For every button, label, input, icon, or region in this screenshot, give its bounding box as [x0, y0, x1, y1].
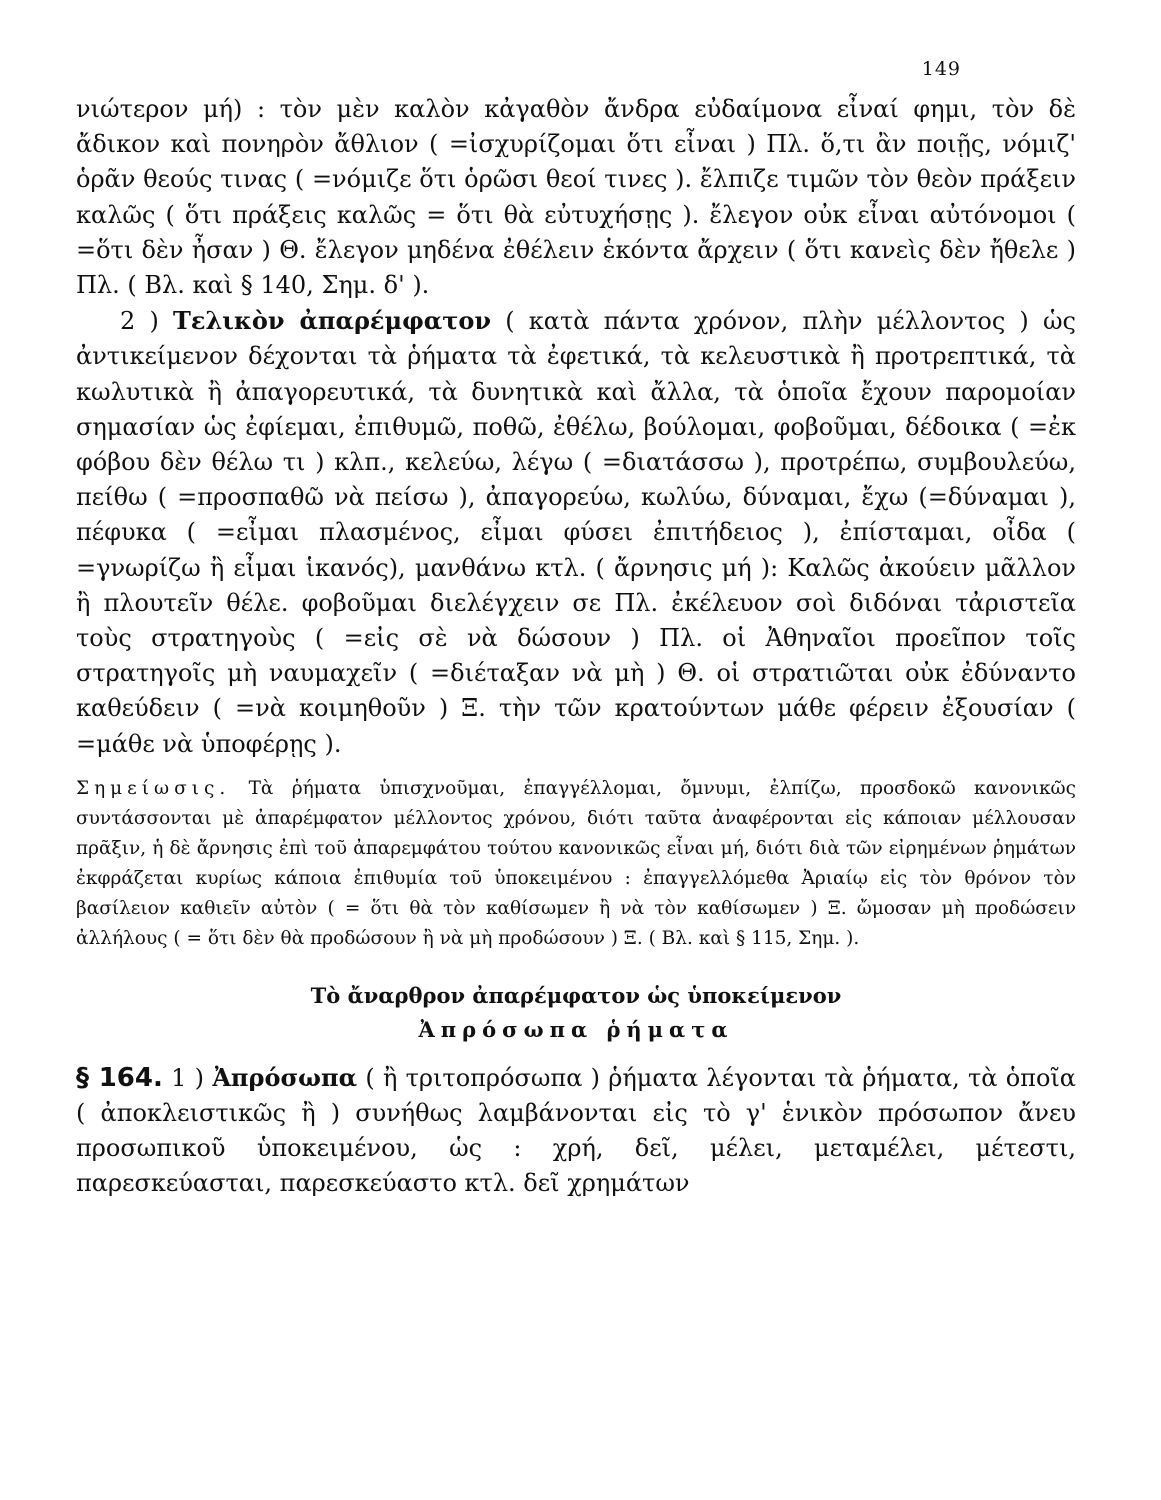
paragraph-number: 2 ) — [120, 307, 159, 336]
section-164 — [76, 1060, 1076, 1202]
section-lead-term: Ἀπρόσωπα — [212, 1062, 358, 1092]
paragraph-examples: νιώτερον μή) : τὸν μὲν καλὸν κἀγαθὸν ἄνδρα εὐδαίμονα εἶναί φημι, τὸν δὲ ἄδικον καὶ πονηρὸν ἄθλιον ( =ἰσχυρίζομαι ὅτι εἶναι ) Πλ. ὅ,τι ἂν ποιῇς, νόμιζ' ὁρᾶν θεούς τινας ( =νόμιζε ὅτι ὁρῶσι θεοί τινες ). ἔλπιζε τιμῶν τὸν θεὸν πράξειν καλῶς ( ὅτι πράξεις καλῶς = ὅτι θὰ εὐτυχήσῃς ). ἔλεγον οὐκ εἶναι αὐτόνομοι ( =ὅτι δὲν ἦσαν ) Θ. ἔλεγον μηδένα ἐθέλειν ἑκόντα ἄρχειν ( ὅτι κανεὶς δὲν ἤθελε ) Πλ. ( Βλ. καὶ § 140, Σημ. δ' ). — [76, 95, 1076, 300]
page-body — [76, 92, 1076, 1202]
note-text: Τὰ ῥήματα ὑπισχνοῦμαι, ἐπαγγέλλομαι, ὄμνυμι, ἐλπίζω, προσδοκῶ κανονικῶς συντάσσονται μὲ ἀπαρέμφατον μέλλοντος χρόνου, διότι ταῦτα ἀναφέρονται εἰς κάποιαν μέλλουσαν πρᾶξιν, ἡ δὲ ἄρνησις ἐπὶ τοῦ ἀπαρεμφάτου τούτου κανονικῶς εἶναι μή, διότι διὰ τῶν εἰρημένων ῥημάτων ἐκφράζεται κυρίως κάποια ἐπιθυμία τοῦ ὑποκειμένου : ἐπαγγελλόμεθα Ἀριαίῳ εἰς τὸν θρόνον τὸν βασίλειον καθιεῖν αὐτὸν ( = ὅτι θὰ τὸν καθίσωμεν ἢ νὰ τὸν καθίσωμεν ) Ξ. ὤμοσαν μὴ προδώσειν ἀλλήλους ( = ὅτι δὲν θὰ προδώσουν ἢ νὰ μὴ προδώσουν ) Ξ. ( Βλ. καὶ § 115, Σημ. ). — [76, 777, 1076, 949]
paragraph-final-infinitive — [76, 303, 1076, 762]
section-sub-number: 1 ) — [171, 1063, 205, 1092]
page-number: 149 — [921, 58, 961, 80]
section-number: § 164. — [76, 1062, 163, 1093]
section-subheading: Ἀπρόσωπα ῥήματα — [418, 1016, 734, 1042]
paragraph-heading: Τελικὸν ἀπαρέμφατον — [173, 306, 492, 336]
note-label: Σημείωσις. — [76, 777, 231, 799]
paragraph-text: ( κατὰ πάντα χρόνον, πλὴν μέλλοντος ) ὡς ἀντικείμενον δέχονται τὰ ῥήματα τὰ ἐφετικά, τὰ κελευστικὰ ἢ προτρεπτικά, τὰ κωλυτικὰ ἢ ἀπαγορευτικά, τὰ δυνητικὰ καὶ ἄλλα, τὰ ὁποῖα ἔχουν παρομοίαν σημασίαν ὡς ἐφίεμαι, ἐπιθυμῶ, ποθῶ, ἐθέλω, βούλομαι, φοβοῦμαι, δέδοικα ( =ἐκ φόβου δὲν θέλω τι ) κλπ., κελεύω, λέγω ( =διατάσσω ), προτρέπω, συμβουλεύω, πείθω ( =προσπαθῶ νὰ πείσω ), ἀπαγορεύω, κωλύω, δύναμαι, ἔχω (=δύναμαι ), πέφυκα ( =εἶμαι πλασμένος, εἶμαι φύσει ἐπιτήδειος ), ἐπίσταμαι, οἶδα ( =γνωρίζω ἢ εἶμαι ἱκανός), μανθάνω κτλ. ( ἄρνησις μή ): Καλῶς ἀκούειν μᾶλλον ἢ πλουτεῖν θέλε. φοβοῦμαι διελέγχειν σε Πλ. ἐκέλευον σοὶ διδόναι τἀριστεῖα τοὺς στρατηγοὺς ( =εἰς σὲ νὰ δώσουν ) Πλ. οἱ Ἀθηναῖοι προεῖπον τοῖς στρατηγοῖς μὴ ναυμαχεῖν ( =διέταξαν νὰ μὴ ) Θ. οἱ στρατιῶται οὐκ ἐδύναντο καθεύδειν ( =νὰ κοιμηθοῦν ) Ξ. τὴν τῶν κρατούντων μάθε φέρειν ἐξουσίαν ( =μάθε νὰ ὑποφέρῃς ). — [76, 307, 1076, 758]
note-paragraph — [76, 774, 1076, 954]
section-heading: Τὸ ἄναρθρον ἀπαρέμφατον ὡς ὑποκείμενον — [310, 982, 842, 1008]
section-text: ( ἢ τριτοπρόσωπα ) ῥήματα λέγονται τὰ ῥήματα, τὰ ὁποῖα ( ἀποκλειστικῶς ἢ ) συνήθως λαμβάνονται εἰς τὸ γ' ἑνικὸν πρόσωπον ἄνευ προσωπικοῦ ὑποκειμένου, ὡς : χρή, δεῖ, μέλει, μεταμέλει, μέτεστι, παρεσκεύασται, παρεσκεύαστο κτλ. δεῖ χρημάτων — [76, 1063, 1077, 1198]
